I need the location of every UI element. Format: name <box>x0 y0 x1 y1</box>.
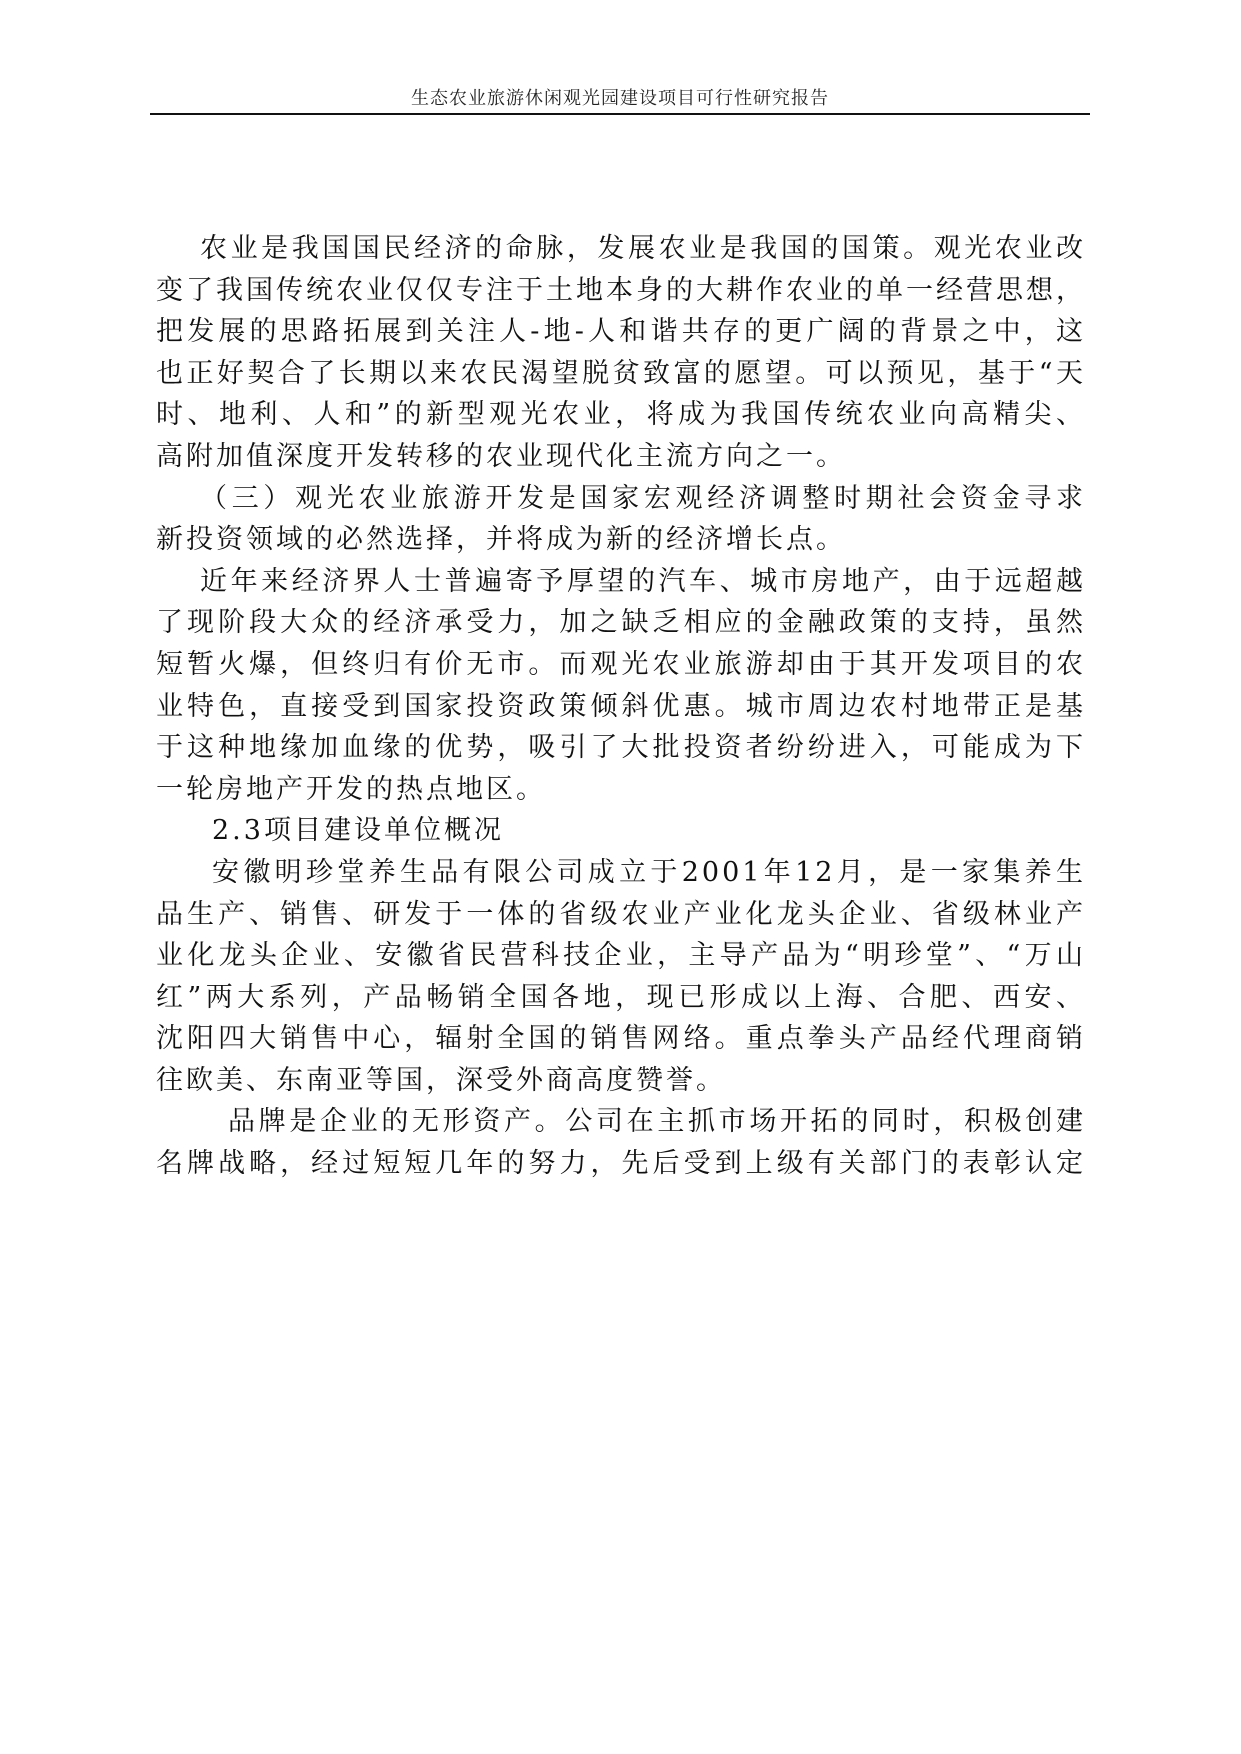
running-header: 生态农业旅游休闲观光园建设项目可行性研究报告 <box>411 88 829 109</box>
text-line: 了现阶段大众的经济承受力，加之缺乏相应的金融政策的支持，虽然 <box>156 607 1086 639</box>
section-title: 2.3项目建设单位概况 <box>212 815 504 847</box>
text-line: 品生产、销售、研发于一体的省级农业产业化龙头企业、省级林业产 <box>156 898 1086 930</box>
text-line: 业化龙头企业、安徽省民营科技企业，主导产品为“明珍堂”、“万山 <box>156 940 1086 972</box>
text-line: 安徽明珍堂养生品有限公司成立于2001年12月，是一家集养生 <box>212 856 1086 888</box>
text-line: 也正好契合了长期以来农民渴望脱贫致富的愿望。可以预见，基于“天 <box>156 357 1086 389</box>
text-line: 短暂火爆，但终归有价无市。而观光农业旅游却由于其开发项目的农 <box>156 648 1086 680</box>
text-line: 于这种地缘加血缘的优势，吸引了大批投资者纷纷进入，可能成为下 <box>156 732 1086 764</box>
text-line: 往欧美、东南亚等国，深受外商高度赞誉。 <box>156 1064 726 1096</box>
text-line: 名牌战略，经过短短几年的努力，先后受到上级有关部门的表彰认定 <box>156 1148 1086 1180</box>
text-line: 农业是我国国民经济的命脉，发展农业是我国的国策。观光农业改 <box>200 233 1086 264</box>
header-divider <box>150 113 1090 115</box>
document-body <box>156 228 1086 1185</box>
text-line: 时、地利、人和”的新型观光农业，将成为我国传统农业向高精尖、 <box>156 399 1086 431</box>
text-line: 沈阳四大销售中心，辐射全国的销售网络。重点拳头产品经代理商销 <box>156 1023 1086 1055</box>
section-heading: 新投资领域的必然选择，并将成为新的经济增长点。 <box>156 524 846 556</box>
text-line: 近年来经济界人士普遍寄予厚望的汽车、城市房地产，由于远超越 <box>200 565 1086 597</box>
text-line: 品牌是企业的无形资产。公司在主抓市场开拓的同时，积极创建 <box>228 1106 1086 1138</box>
text-line: 业特色，直接受到国家投资政策倾斜优惠。城市周边农村地带正是基 <box>156 690 1086 722</box>
text-line: 一轮房地产开发的热点地区。 <box>156 773 546 805</box>
section-heading: （三）观光农业旅游开发是国家宏观经济调整时期社会资金寻求 <box>200 482 1086 514</box>
text-line: 红”两大系列，产品畅销全国各地，现已形成以上海、合肥、西安、 <box>156 981 1086 1013</box>
text-line: 把发展的思路拓展到关注人-地-人和谐共存的更广阔的背景之中，这 <box>156 316 1086 348</box>
text-line: 变了我国传统农业仅仅专注于土地本身的大耕作农业的单一经营思想， <box>156 274 1086 306</box>
text-line: 高附加值深度开发转移的农业现代化主流方向之一。 <box>156 440 846 472</box>
